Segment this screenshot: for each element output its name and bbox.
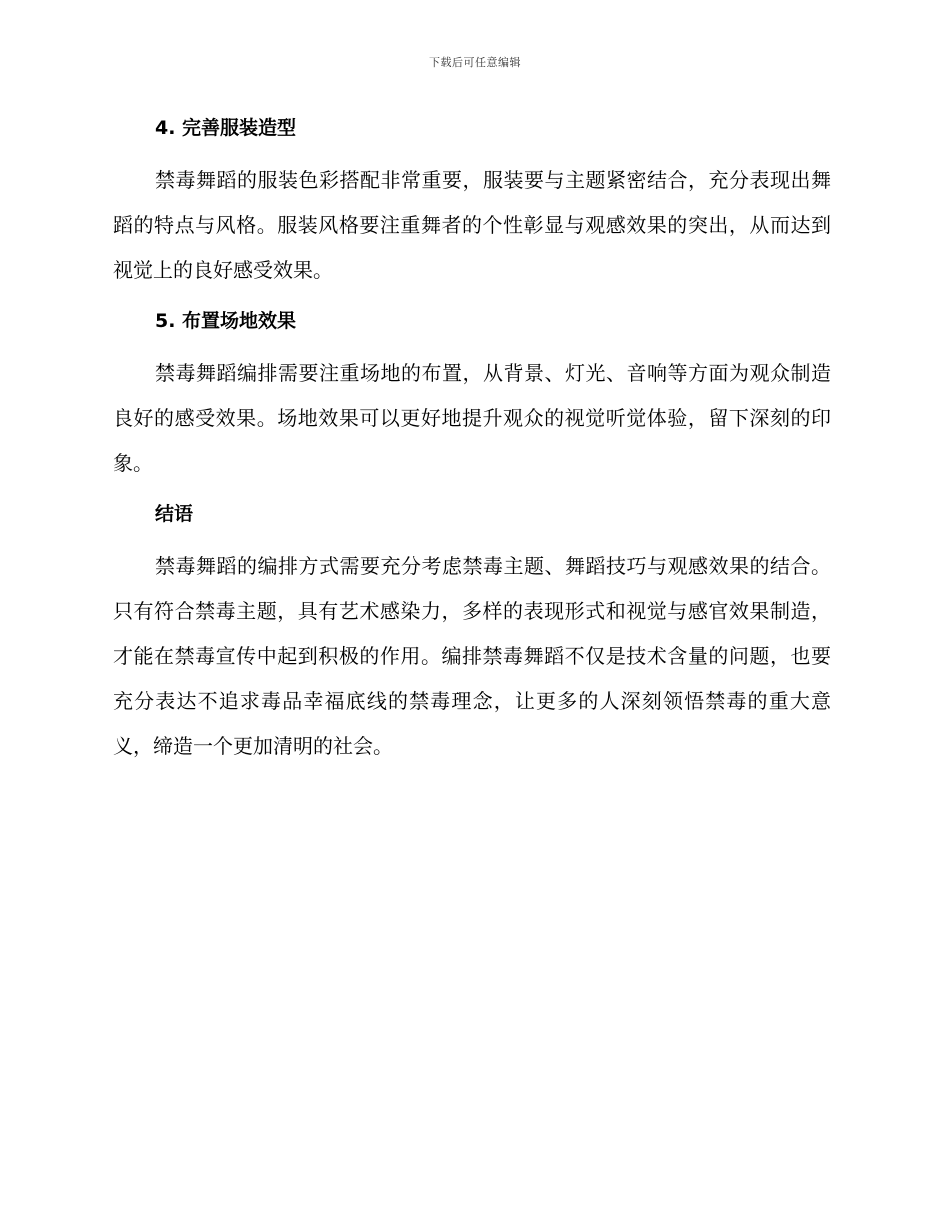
section-paragraph-costume: 禁毒舞蹈的服装色彩搭配非常重要，服装要与主题紧密结合，充分表现出舞蹈的特点与风格。服装风格要注重舞者的个性彰显与观感效果的突出，从而达到视觉上的良好感受效果。 (113, 168, 831, 282)
section-gap (113, 486, 831, 498)
section-heading-conclusion: 结语 (155, 503, 194, 525)
section-heading-venue: 5. 布置场地效果 (155, 310, 297, 332)
section-gap (113, 293, 831, 305)
header-note: 下载后可任意编辑 (429, 56, 521, 69)
section-paragraph-conclusion: 禁毒舞蹈的编排方式需要充分考虑禁毒主题、舞蹈技巧与观感效果的结合。只有符合禁毒主题，具有艺术感染力，多样的表现形式和视觉与感官效果制造，才能在禁毒宣传中起到积极的作用。编排禁毒舞蹈不仅是技术含量的问题，也要充分表达不追求毒品幸福底线的禁毒理念，让更多的人深刻领悟禁毒的重大意义，缔造一个更加清明的社会。 (113, 554, 831, 758)
section-paragraph-venue: 禁毒舞蹈编排需要注重场地的布置，从背景、灯光、音响等方面为观众制造良好的感受效果。场地效果可以更好地提升观众的视觉听觉体验，留下深刻的印象。 (113, 361, 831, 475)
section-heading-costume: 4. 完善服装造型 (155, 117, 297, 139)
document-body (113, 112, 831, 769)
